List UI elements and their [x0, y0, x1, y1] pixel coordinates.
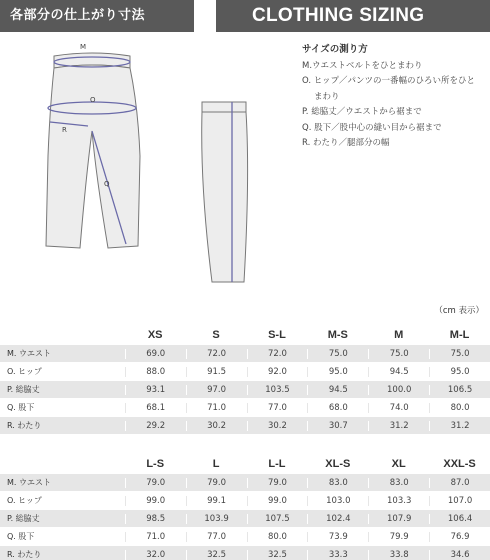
table-cell: 29.2 — [125, 421, 186, 431]
table-cell: 34.6 — [429, 550, 490, 560]
table-cell: 77.0 — [186, 532, 247, 542]
size-header: M-S — [327, 329, 348, 341]
table-row — [0, 380, 490, 398]
pants-illustration — [0, 36, 300, 296]
size-table-1 — [0, 326, 490, 434]
size-header: S-L — [268, 329, 286, 341]
table-cell: 107.5 — [247, 514, 308, 524]
table-cell: 77.0 — [247, 403, 308, 413]
table-row — [0, 362, 490, 380]
table-cell: 75.0 — [307, 349, 368, 359]
table-cell: 103.3 — [368, 496, 429, 506]
table-cell: 83.0 — [368, 478, 429, 488]
table-cell: 92.0 — [247, 367, 308, 377]
table-row — [0, 491, 490, 509]
table-header-row — [0, 455, 490, 473]
table-row — [0, 344, 490, 362]
table-cell: 72.0 — [247, 349, 308, 359]
table-header-row — [0, 326, 490, 344]
row-label: O. ヒップ — [7, 367, 42, 376]
table-cell: 75.0 — [368, 349, 429, 359]
table-cell: 30.7 — [307, 421, 368, 431]
table-cell: 95.0 — [307, 367, 368, 377]
size-header: S — [212, 329, 220, 341]
size-header: XL — [391, 458, 406, 470]
table-cell: 99.0 — [247, 496, 308, 506]
en-title: CLOTHING SIZING — [216, 0, 490, 32]
note-line: Q. 股下／股中心の縫い目から裾まで — [302, 122, 442, 133]
row-label: R. わたり — [7, 421, 42, 430]
note-line: R. わたり／腿部分の幅 — [302, 138, 390, 148]
label-m: M — [80, 43, 87, 51]
table-cell: 107.9 — [368, 514, 429, 524]
table-cell: 79.9 — [368, 532, 429, 542]
row-label: Q. 股下 — [7, 532, 35, 541]
table-cell: 75.0 — [429, 349, 490, 359]
header — [0, 0, 490, 32]
table-cell: 30.2 — [186, 421, 247, 431]
table-cell: 107.0 — [429, 496, 490, 506]
table-cell: 87.0 — [429, 478, 490, 488]
note-line: M.ウエストベルトをひとまわり — [302, 60, 423, 71]
label-r: R — [62, 126, 67, 134]
table-row — [0, 545, 490, 560]
table-cell: 68.0 — [307, 403, 368, 413]
note-line: O. ヒップ／パンツの一番幅のひろい所をひと — [302, 76, 475, 86]
table-cell: 79.0 — [125, 478, 186, 488]
table-cell: 79.0 — [186, 478, 247, 488]
table-cell: 71.0 — [125, 532, 186, 542]
table-row — [0, 509, 490, 527]
table-cell: 97.0 — [186, 385, 247, 395]
table-cell: 32.0 — [125, 550, 186, 560]
note-line: まわり — [314, 91, 340, 102]
table-cell: 74.0 — [368, 403, 429, 413]
table-cell: 31.2 — [368, 421, 429, 431]
pants-diagram — [0, 36, 300, 296]
table-cell: 103.9 — [186, 514, 247, 524]
table-row — [0, 416, 490, 434]
table-cell: 102.4 — [307, 514, 368, 524]
table-cell: 106.4 — [429, 514, 490, 524]
table-cell: 32.5 — [247, 550, 308, 560]
table-row — [0, 527, 490, 545]
table-row — [0, 473, 490, 491]
table-cell: 73.9 — [307, 532, 368, 542]
measurement-notes — [302, 42, 490, 152]
table-cell: 99.0 — [125, 496, 186, 506]
size-table-2 — [0, 455, 490, 560]
size-header: XXL-S — [443, 458, 476, 470]
size-header: XS — [147, 329, 163, 341]
pants-side-shape — [202, 112, 248, 282]
row-label: R. わたり — [7, 550, 42, 559]
size-header: XL-S — [325, 458, 351, 470]
table-cell: 30.2 — [247, 421, 308, 431]
table-cell: 72.0 — [186, 349, 247, 359]
table-cell: 106.5 — [429, 385, 490, 395]
row-label: O. ヒップ — [7, 496, 42, 505]
table-cell: 98.5 — [125, 514, 186, 524]
table-cell: 68.1 — [125, 403, 186, 413]
size-header: L-L — [268, 458, 286, 470]
table-cell: 103.0 — [307, 496, 368, 506]
table-cell: 32.5 — [186, 550, 247, 560]
table-cell: 91.5 — [186, 367, 247, 377]
table-cell: 33.8 — [368, 550, 429, 560]
table-cell: 93.1 — [125, 385, 186, 395]
row-label: Q. 股下 — [7, 403, 35, 412]
table-cell: 31.2 — [429, 421, 490, 431]
notes-title: サイズの測り方 — [302, 44, 368, 55]
note-line: P. 総脇丈／ウエストから裾まで — [302, 107, 422, 117]
unit-note: （cm 表示） — [434, 306, 484, 316]
table-cell: 80.0 — [247, 532, 308, 542]
size-header: L-S — [146, 458, 165, 470]
table-cell: 100.0 — [368, 385, 429, 395]
row-label: M. ウエスト — [7, 349, 51, 358]
table-cell: 33.3 — [307, 550, 368, 560]
label-q: Q — [104, 180, 110, 188]
label-o: O — [90, 96, 96, 104]
table-cell: 80.0 — [429, 403, 490, 413]
row-label: P. 総脇丈 — [7, 385, 40, 394]
table-cell: 103.5 — [247, 385, 308, 395]
table-row — [0, 398, 490, 416]
table-cell: 79.0 — [247, 478, 308, 488]
table-cell: 83.0 — [307, 478, 368, 488]
table-cell: 71.0 — [186, 403, 247, 413]
table-cell: 76.9 — [429, 532, 490, 542]
table-cell: 69.0 — [125, 349, 186, 359]
size-header: L — [212, 458, 220, 470]
table-cell: 94.5 — [368, 367, 429, 377]
table-cell: 99.1 — [186, 496, 247, 506]
row-label: M. ウエスト — [7, 478, 51, 487]
table-cell: 88.0 — [125, 367, 186, 377]
size-header: M-L — [449, 329, 470, 341]
side-waistband-shape — [202, 102, 246, 112]
jp-title: 各部分の仕上がり寸法 — [0, 0, 194, 32]
row-label: P. 総脇丈 — [7, 514, 40, 523]
size-header: M — [394, 329, 404, 341]
pants-front-shape — [46, 65, 140, 248]
table-cell: 95.0 — [429, 367, 490, 377]
table-cell: 94.5 — [307, 385, 368, 395]
